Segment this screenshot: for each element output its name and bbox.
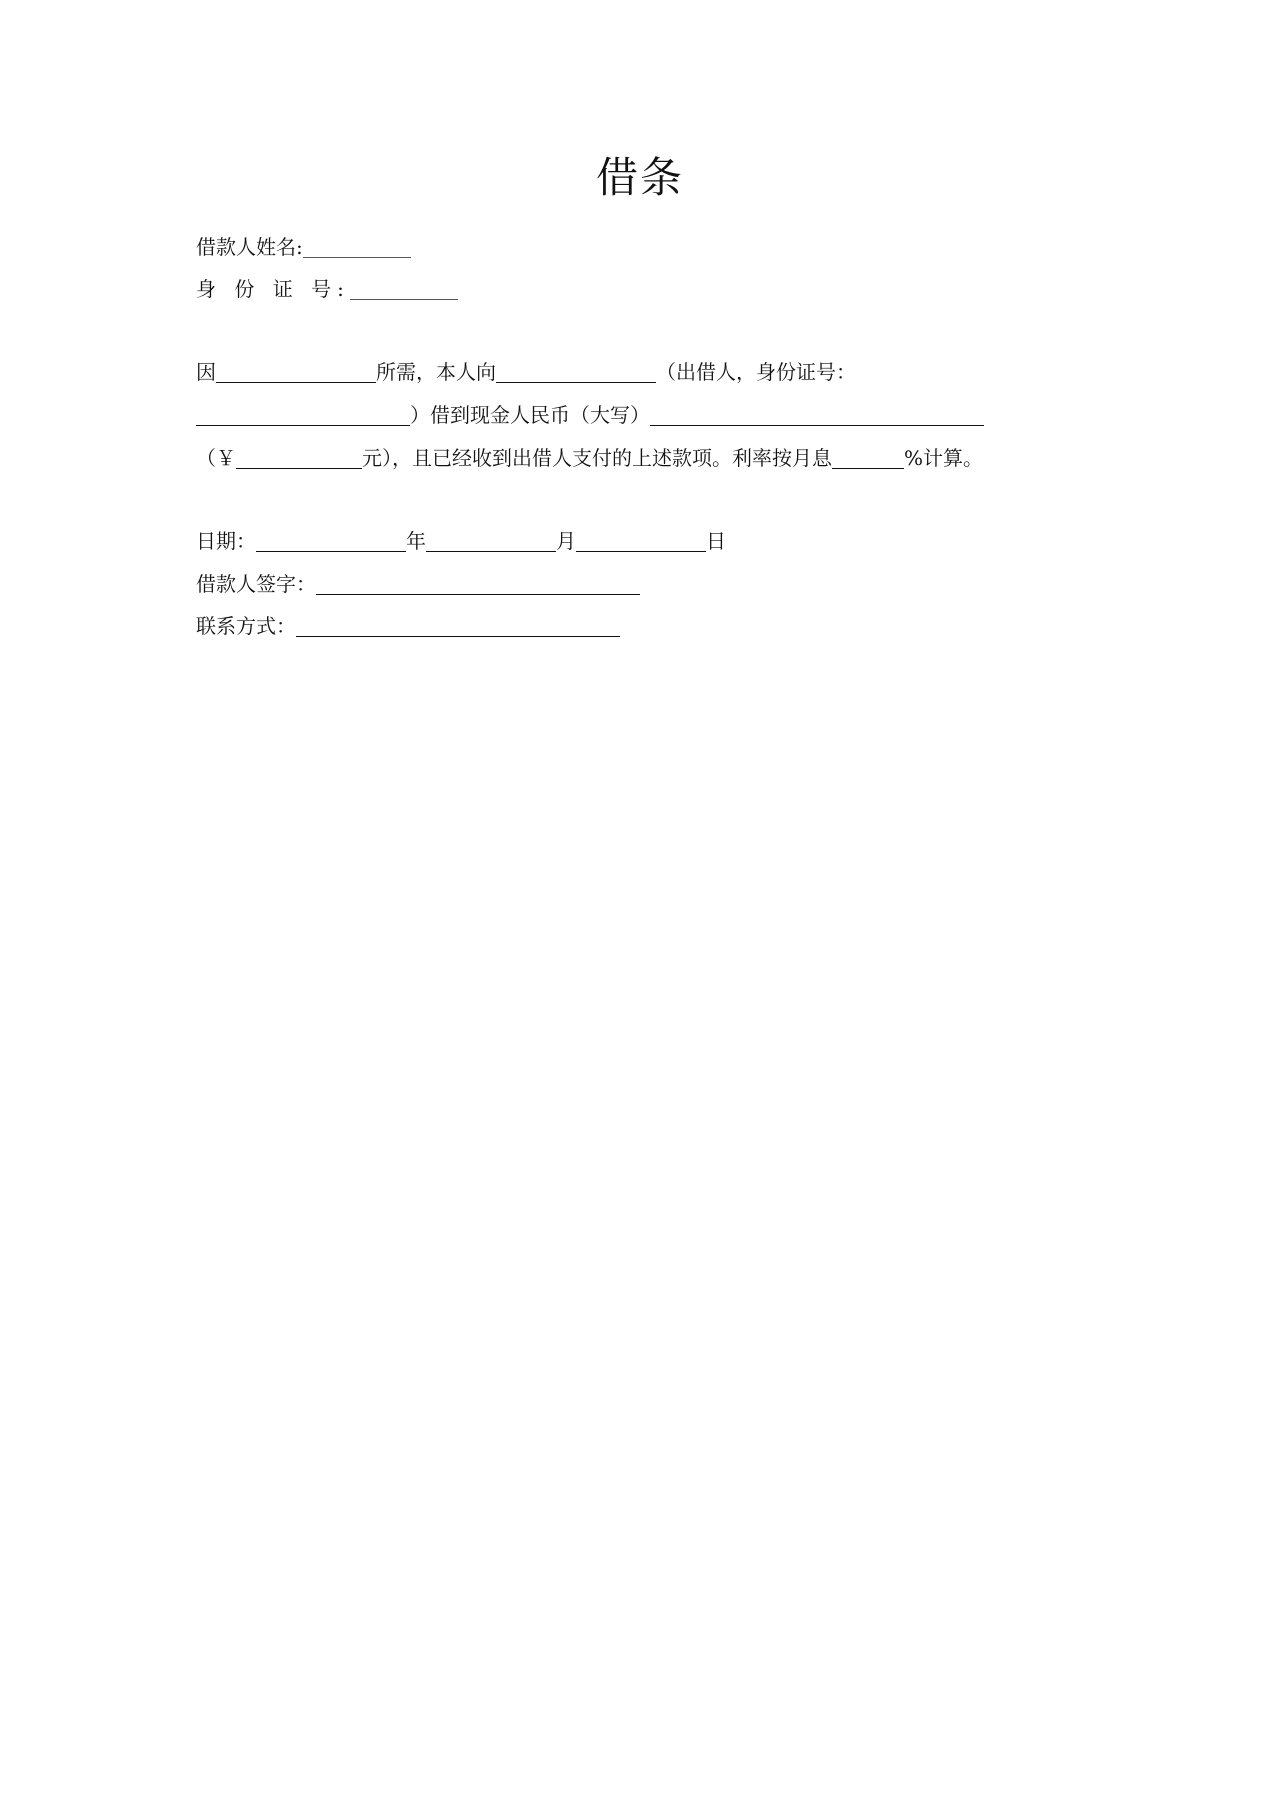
borrower-name-row <box>196 233 411 261</box>
year-label: 年 <box>406 529 426 553</box>
amount-figure-blank[interactable] <box>236 448 362 469</box>
year-blank[interactable] <box>256 531 406 552</box>
interest-rate-blank[interactable] <box>832 448 904 469</box>
purpose-blank[interactable] <box>216 362 376 383</box>
date-row <box>196 527 726 555</box>
day-label: 日 <box>706 529 726 553</box>
borrower-name-blank[interactable] <box>303 237 411 258</box>
document-title: 借条 <box>595 153 684 202</box>
contact-blank[interactable] <box>296 616 620 637</box>
contact-row <box>196 612 620 640</box>
lender-id-label: （出借人，身份证号： <box>656 360 856 384</box>
month-label: 月 <box>556 529 576 553</box>
signature-row <box>196 570 640 598</box>
borrower-name-label: 借款人姓名: <box>196 235 303 259</box>
id-number-blank[interactable] <box>350 279 458 300</box>
lender-id-blank[interactable] <box>196 405 410 426</box>
day-blank[interactable] <box>576 531 706 552</box>
interest-text: 元），且已经收到出借人支付的上述款项。利率按月息 <box>362 446 832 470</box>
paragraph-line-1 <box>196 358 856 386</box>
interest-suffix: %计算。 <box>904 446 984 470</box>
contact-label: 联系方式： <box>196 614 296 638</box>
amount-words-label: ）借到现金人民币（大写） <box>410 403 650 427</box>
amount-figure-prefix: （￥ <box>196 446 236 470</box>
date-label: 日期： <box>196 529 256 553</box>
id-number-label: 身 份 证 号: <box>196 277 350 301</box>
purpose-prefix: 因 <box>196 360 216 384</box>
paragraph-line-2 <box>196 401 984 429</box>
lender-name-blank[interactable] <box>496 362 656 383</box>
month-blank[interactable] <box>426 531 556 552</box>
signature-label: 借款人签字： <box>196 572 316 596</box>
amount-words-blank[interactable] <box>650 405 984 426</box>
id-number-row <box>196 275 458 303</box>
signature-blank[interactable] <box>316 574 640 595</box>
lender-intro-text: 所需，本人向 <box>376 360 496 384</box>
paragraph-line-3 <box>196 444 983 472</box>
